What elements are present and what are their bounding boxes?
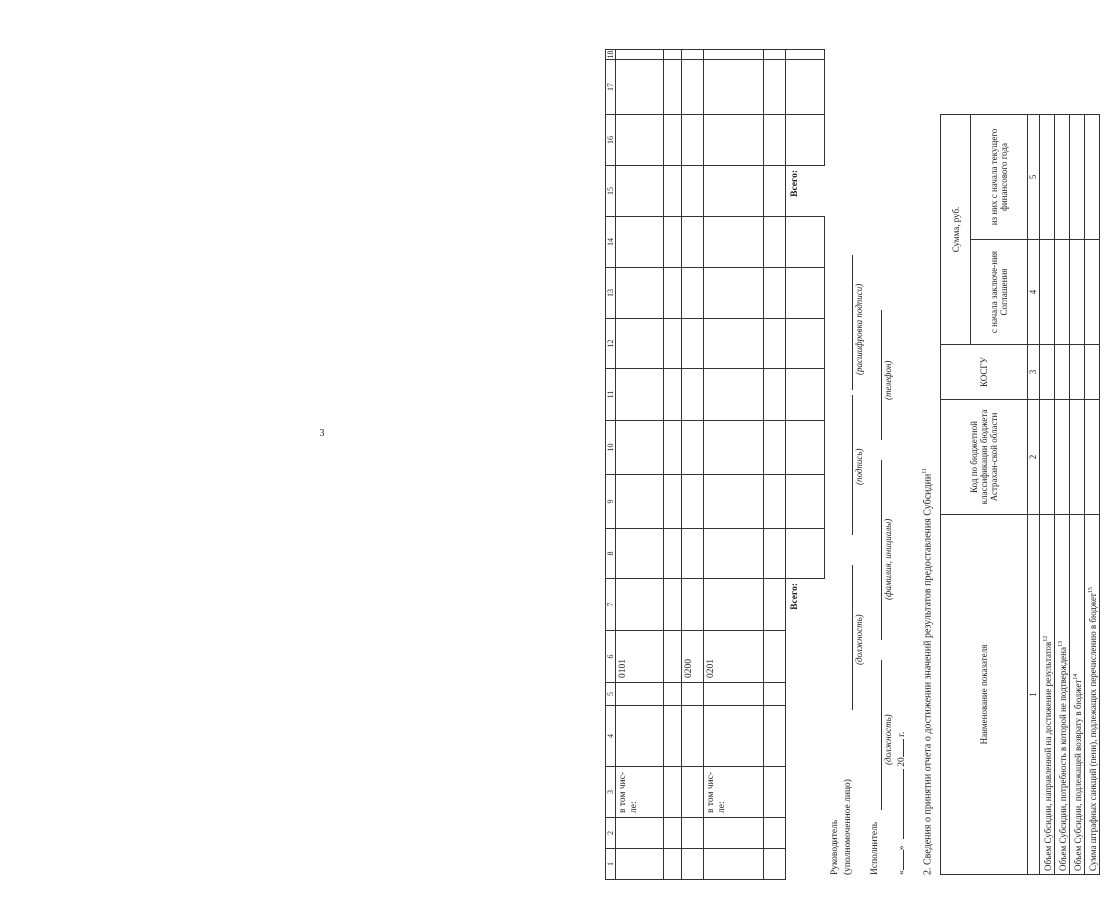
- total-label: Всего:: [790, 170, 800, 197]
- table-row: [704, 50, 764, 880]
- row-label: Объем Субсидии, направленной на достижение результатов$^{12}$: [1039, 515, 1054, 875]
- report-table-2: [940, 54, 1100, 875]
- position-line: [852, 565, 853, 710]
- column-numbers-row: [1027, 54, 1039, 874]
- col-number: 1: [606, 849, 616, 880]
- col-number: 18: [606, 50, 615, 59]
- sign-line: [852, 395, 853, 535]
- col-number: 7: [606, 579, 616, 631]
- table-row: [1054, 54, 1069, 874]
- col-number: 8: [606, 529, 616, 579]
- col-number: 9: [606, 475, 616, 529]
- phone-line: [881, 310, 882, 440]
- header-kosgu: КОСГУ: [941, 345, 1028, 400]
- col-number: 3: [606, 767, 616, 818]
- col-number: 17: [606, 60, 616, 115]
- section2-title: 2. Сведения о принятии отчета о достижении значений результатов предоставления Субсидии$^{11}$: [922, 467, 934, 875]
- table-cell: в том чис-ле:: [616, 767, 664, 818]
- table-row: [1069, 54, 1084, 874]
- footnote-ref: 11: [922, 467, 928, 474]
- col-number: 2: [1027, 400, 1039, 515]
- row-label: Сумма штрафных санкций (пени), подлежащих перечислению в бюджет$^{15}$: [1084, 515, 1099, 875]
- table-cell: 0200: [682, 631, 704, 683]
- col-number: 11: [606, 369, 616, 421]
- total-row: [786, 50, 825, 880]
- date-line: [897, 732, 908, 875]
- col-number: 14: [606, 217, 616, 268]
- col-number: 13: [606, 268, 616, 319]
- executor-label: Исполнитель: [870, 821, 880, 875]
- exec-name-line: [881, 460, 882, 640]
- col-number: 12: [606, 319, 616, 369]
- column-numbers-row: [606, 50, 616, 880]
- col-number: 2: [606, 818, 616, 849]
- sign-caption: (подпись): [854, 448, 864, 485]
- col-number: 6: [606, 631, 616, 683]
- decode-caption: (расшифровка подписи): [854, 283, 864, 375]
- col-number: 5: [606, 683, 616, 706]
- head-label: Руководитель: [830, 819, 840, 875]
- col-number: 15: [606, 166, 616, 217]
- header-sum: Сумма, руб.: [941, 114, 971, 344]
- rotated-content: [605, 50, 1110, 880]
- head-sub-label: (уполномоченное лицо): [843, 779, 853, 875]
- total-label: Всего:: [790, 583, 800, 610]
- header-name: Наименование показателя: [941, 515, 1028, 875]
- date-year-suffix: г.: [897, 731, 907, 737]
- table-row: [1039, 54, 1054, 874]
- col-number: 5: [1027, 114, 1039, 239]
- header-code: Код по бюджетной классификации бюджета Астрахан-ской области: [941, 400, 1028, 515]
- col-number: 10: [606, 421, 616, 475]
- col-number: 1: [1027, 515, 1039, 875]
- date-year-prefix: 20: [897, 757, 907, 767]
- col-number: 16: [606, 115, 616, 166]
- exec-position-caption: (должность): [883, 714, 893, 765]
- table-cell: 0101: [616, 631, 664, 683]
- page-number: 3: [319, 428, 325, 439]
- table-cell: в том чис-ле:: [704, 767, 764, 818]
- decode-line: [852, 255, 853, 390]
- table-row: [664, 50, 682, 880]
- table-row: [764, 50, 786, 880]
- phone-caption: (телефон): [883, 360, 893, 400]
- table-row: [1084, 54, 1099, 874]
- table-row: [682, 50, 704, 880]
- exec-position-line: [881, 660, 882, 810]
- table-cell: 0201: [704, 631, 764, 683]
- col-number: 4: [606, 706, 616, 767]
- header-since-agreement: с начала заключе-ния Соглашения: [971, 240, 1027, 345]
- row-label: Объем Субсидии, потребность в которой не подтверждена$^{13}$: [1054, 515, 1069, 875]
- header-since-year: из них с начала текущего финансового года: [971, 114, 1027, 239]
- table-header-row: [941, 54, 971, 874]
- row-label: Объем Субсидии, подлежащей возврату в бюджет$^{14}$: [1069, 515, 1084, 875]
- date-open-quote: «: [897, 870, 907, 875]
- date-close-quote: »: [897, 845, 907, 851]
- col-number: 3: [1027, 345, 1039, 400]
- table-row: [616, 50, 664, 880]
- position-caption: (должность): [854, 614, 864, 665]
- exec-name-caption: (фамилия, инициалы): [883, 518, 893, 600]
- col-number: 4: [1027, 240, 1039, 345]
- report-table-1: [605, 49, 825, 880]
